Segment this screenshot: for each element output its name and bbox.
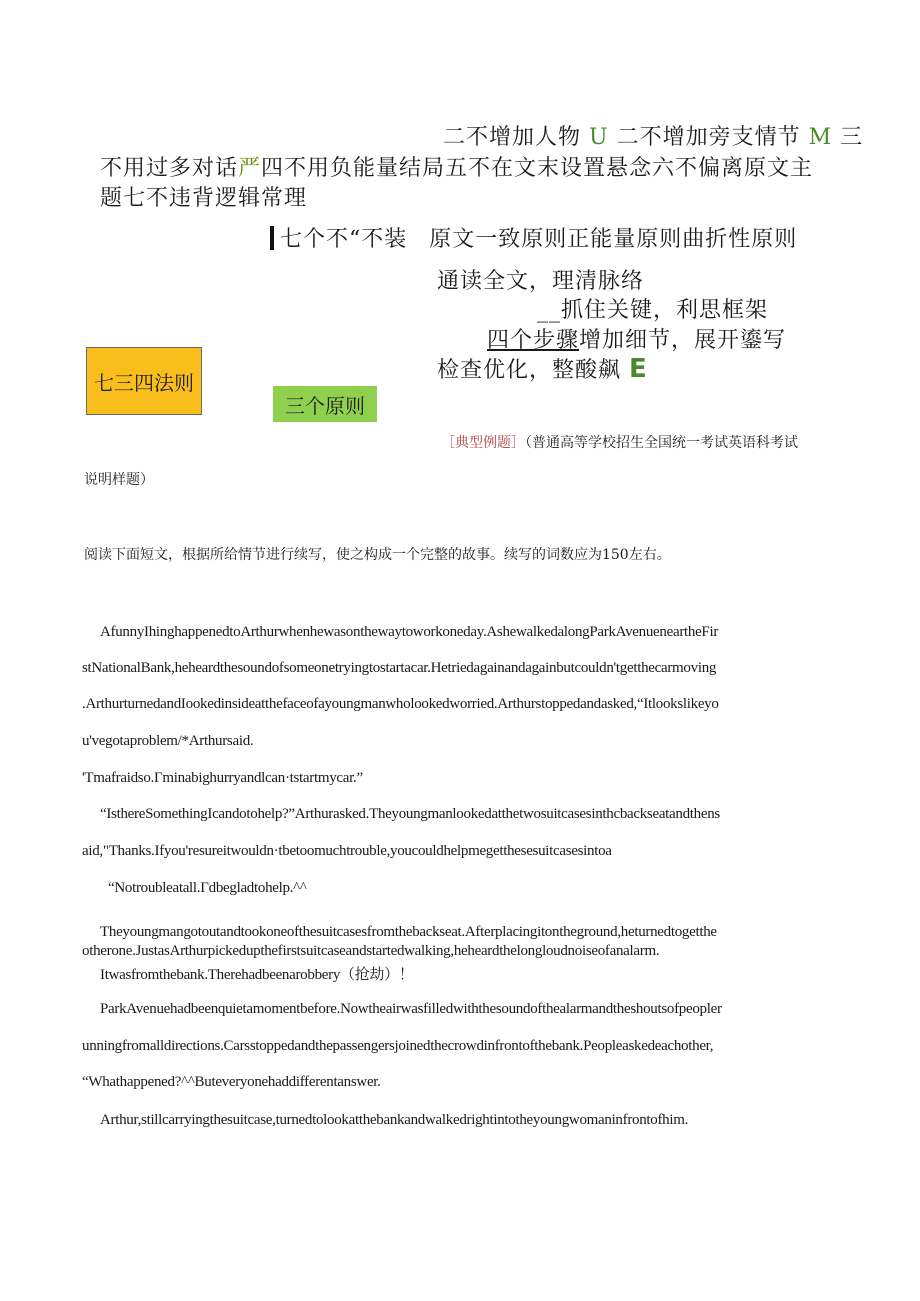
step-4-text: 检查优化，整酸飙: [437, 358, 622, 383]
rule-text: 四不用负能量结局五不在文末设置悬念六不偏离原文主: [261, 156, 814, 181]
passage-line: “Notroubleatall.Γdbegladtohelp.^^: [108, 880, 307, 896]
step-1: 通读全文，理清脉络: [437, 269, 645, 294]
passage-line: .ArthurturnedandIookedinsideattheface​ofayoungmanwholookedworried.Arthurstoppedandasked,“Itlookslikeyo: [82, 696, 719, 712]
example-source: （普通高等学校招生全国统一考试英语科考试: [525, 435, 798, 451]
rule-text: 二不增加人物: [443, 125, 582, 150]
rule-line-3: 题七不违背逻辑常理: [100, 186, 308, 211]
step-4-mark: E: [629, 354, 648, 384]
step-3-text: 增加细节，展开鎏写: [579, 328, 787, 353]
step-2-text: 抓住关键，利思框架: [561, 298, 769, 323]
passage-line: “Whathappened?^^Buteveryonehaddifferentanswer.: [82, 1074, 381, 1090]
rule-mark: U: [589, 125, 609, 150]
passage-line: ParkAvenuehadbeenquietamomentbefore.Nowtheairwasfilledwiththesoundofthealarmandtheshoutsofpeopler: [100, 1001, 722, 1017]
passage-line: stNationalBank,heheardthesoundofsomeonetryingtostartacar.Hetriedagainandagainbutcouldn'tgetthecarmoving: [82, 660, 717, 676]
passage-line: Theyoungmangotoutandtookoneofthesuitcasesfromthebackseat.Afterplacingitontheground,heturnedtogetthe: [100, 924, 717, 940]
passage-line: [100, 963, 414, 984]
example-header: [441, 432, 798, 452]
passage-line: u'vegotaproblem/*Arthursaid.: [82, 733, 254, 749]
seven-rules-line: [270, 222, 797, 253]
principles-list: 原文一致原则正能量原则曲折性原则: [429, 227, 798, 252]
seven-rules-label: 七个不“不装: [280, 227, 408, 252]
principles-box: 三个原则: [273, 386, 377, 422]
step-2-prefix: __: [537, 298, 561, 323]
main-rule-box: 七三四法则: [86, 347, 202, 415]
passage-line: aid,"Thanks.Ifyou'resureitwouldn·tbetoomuchtrouble,youcouldhelpmegetthesesuitcasesintoa: [82, 843, 612, 859]
four-steps-label: 四个步骤: [487, 328, 580, 353]
passage-line: 'Tmafraidso.Γminabighurryandlcan·tstartmycar.”: [82, 770, 363, 786]
rule-mark: 严: [238, 156, 262, 181]
rule-text: 三: [840, 125, 864, 150]
step-4: [437, 353, 648, 384]
rule-mark: M: [808, 125, 833, 150]
rule-text: 二不增加旁支情节: [616, 125, 801, 150]
divider-bar: [270, 226, 274, 250]
passage-line: Arthur,stillcarryingthesuitcase,turnedtolookatthebankandwalkedrightintotheyoungwomaninfrontofhim.: [100, 1112, 689, 1128]
rule-line-1: [443, 120, 863, 151]
example-source-cont: 说明样题）: [84, 472, 154, 488]
passage-line: AfunnyIhinghappenedtoArthurwhenhewasonthewaytoworkoneday.AshewalkedalongParkAvenueneartheFir: [100, 624, 719, 640]
rule-text: 不用过多对话: [100, 156, 239, 181]
passage-line: “IsthereSomethingIcandotohelp?”Arthurasked.Theyoungmanlookedatthetwosuitcasesinthcbackseatandthens: [100, 806, 720, 822]
rule-line-2: [100, 151, 813, 182]
passage-line: unningfromalldirections.Carsstoppedandthepassengersjoinedthecrowdinfrontofthebank.Peopleaskedeachother,: [82, 1038, 714, 1054]
step-2: [537, 293, 768, 324]
passage-text: Itwasfromthebank.Therehadbeenarobbery（抢劫）！: [100, 967, 414, 983]
example-tag: ［典型例题］: [441, 435, 525, 451]
instruction: 阅读下面短文，根据所给情节进行续写，使之构成一个完整的故事。续写的词数应为150左右。: [84, 547, 671, 563]
passage-line: otherone.JustasArthurpickedupthefirstsuitcaseandstartedwalking,heheardthelongloudnoiseofanalarm.: [82, 943, 660, 959]
step-3: [487, 323, 786, 354]
